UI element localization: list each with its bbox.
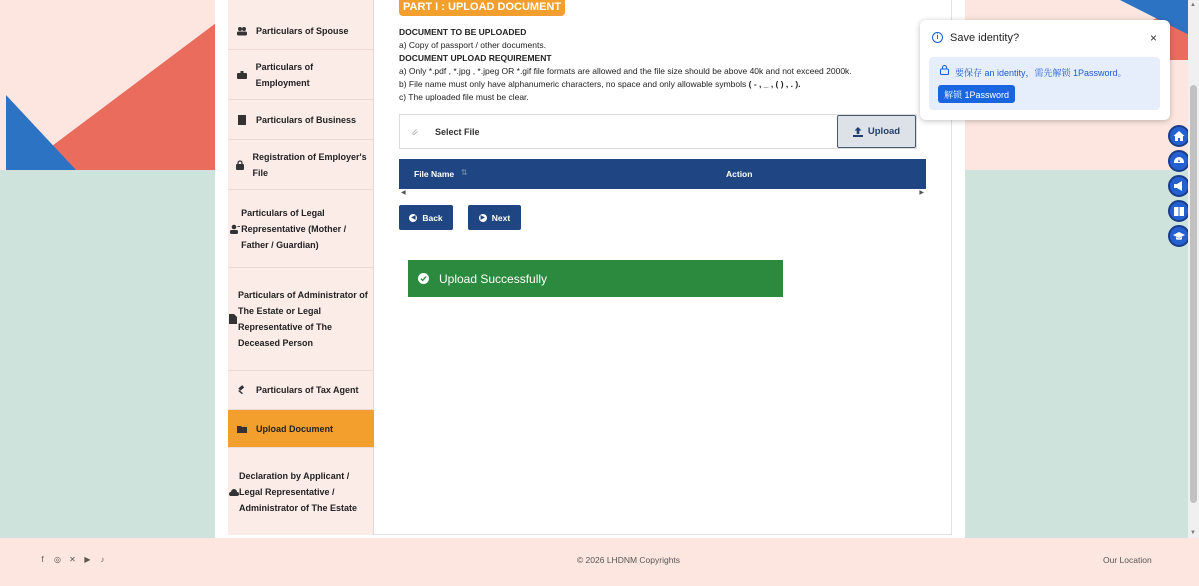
- scrollbar-thumb[interactable]: [1190, 85, 1197, 503]
- scroll-down-icon[interactable]: ▼: [1190, 530, 1196, 536]
- requirement-b: [399, 78, 801, 91]
- gavel-icon: [228, 385, 256, 395]
- upload-button-label: Upload: [867, 126, 901, 137]
- home-icon: [1173, 130, 1185, 142]
- sidebar-item-label: Particulars of Tax Agent: [256, 385, 359, 395]
- sidebar-item-spouse[interactable]: [228, 12, 374, 50]
- sidebar-item-label: Upload Document: [256, 423, 334, 434]
- sidebar-item-label: Particulars of Employment: [255, 61, 314, 88]
- sidebar-item-upload-document[interactable]: [228, 410, 374, 448]
- instagram-icon[interactable]: ◎: [54, 555, 61, 564]
- copyright: © 2026 LHDNM Copyrights: [576, 555, 681, 565]
- save-identity-popup: [920, 20, 1170, 120]
- upload-button[interactable]: [837, 115, 916, 148]
- sort-icon[interactable]: ⇅: [461, 168, 468, 177]
- scroll-right-icon[interactable]: ▶: [919, 190, 924, 196]
- scroll-up-icon[interactable]: ▲: [1190, 2, 1196, 8]
- sidebar-item-label: Particulars of Administrator of The Estate or Legal Representative of The Deceased Person: [238, 290, 368, 348]
- briefcase-icon: [228, 70, 256, 80]
- home-button[interactable]: [1168, 125, 1190, 147]
- sidebar-item-label: Registration of Employer's File: [252, 151, 367, 178]
- users-icon: [228, 26, 256, 36]
- doc-heading: DOCUMENT TO BE UPLOADED: [399, 27, 527, 37]
- file-icon: [228, 314, 238, 324]
- sidebar-item-administrator[interactable]: [228, 268, 374, 371]
- footer: [0, 538, 1199, 586]
- sidebar-item-label: Declaration by Applicant / Legal Representative / Administrator of The Estate: [239, 470, 358, 513]
- popup-title: Save identity?: [950, 32, 1020, 44]
- decor-triangle-blue: [6, 95, 76, 170]
- our-location-link[interactable]: Our Location: [1103, 555, 1152, 565]
- lock-icon: [940, 65, 949, 75]
- facebook-icon[interactable]: f: [41, 555, 44, 564]
- next-button-label: Next: [491, 212, 511, 223]
- table-horizontal-scrollbar[interactable]: [399, 189, 926, 199]
- sidebar-item-label: Particulars of Business: [256, 114, 357, 125]
- lock-icon: [228, 160, 252, 170]
- sidebar-item-legal-representative[interactable]: [228, 190, 374, 268]
- back-button[interactable]: [399, 205, 453, 230]
- tiktok-icon[interactable]: ♪: [100, 555, 105, 564]
- success-alert: [408, 260, 783, 297]
- dashboard-button[interactable]: [1168, 150, 1190, 172]
- paperclip-icon: [400, 128, 430, 136]
- sidebar-item-business[interactable]: [228, 100, 374, 140]
- sidebar-item-label: Particulars of Spouse: [256, 25, 349, 36]
- sidebar-item-employment[interactable]: [228, 50, 374, 100]
- arrow-left-icon: ◀: [411, 215, 416, 221]
- x-icon[interactable]: ✕: [69, 555, 76, 564]
- graduation-cap-icon: [1173, 230, 1185, 242]
- popup-message: 要保存 an identity，需先解锁 1Password。: [955, 68, 1127, 78]
- guide-button[interactable]: [1168, 200, 1190, 222]
- arrow-right-icon: ▶: [480, 215, 486, 221]
- upload-icon: [853, 127, 863, 137]
- success-message: Upload Successfully: [439, 271, 548, 286]
- book-icon: [1173, 205, 1185, 217]
- back-button-label: Back: [422, 212, 443, 223]
- announcement-button[interactable]: [1168, 175, 1190, 197]
- requirement-heading: DOCUMENT UPLOAD REQUIREMENT: [399, 53, 552, 63]
- youtube-icon[interactable]: ▶: [84, 555, 91, 564]
- popup-message-box: [929, 57, 1160, 110]
- cloud-upload-icon: [228, 487, 239, 497]
- info-icon: i: [932, 32, 943, 43]
- requirement-a: a) Only *.pdf , *.jpg , *.jpeg OR *.gif file formats are allowed and the file size should be above 40k and not exceed 2000k.: [399, 66, 852, 76]
- sidebar-item-employer-file[interactable]: [228, 140, 374, 190]
- sidebar-item-declaration[interactable]: [228, 448, 374, 535]
- column-action: Action: [726, 169, 753, 179]
- megaphone-icon: [1173, 180, 1185, 192]
- file-table-header: [399, 159, 926, 189]
- folder-icon: [228, 424, 256, 434]
- sidebar-item-tax-agent[interactable]: [228, 371, 374, 410]
- scroll-left-icon[interactable]: ◀: [401, 190, 406, 196]
- next-button[interactable]: [468, 205, 521, 230]
- requirement-c: c) The uploaded file must be clear.: [399, 92, 529, 102]
- building-icon: [228, 115, 256, 125]
- column-file-name[interactable]: File Name: [414, 169, 455, 179]
- unlock-1password-button[interactable]: 解锁 1Password: [938, 85, 1015, 103]
- education-button[interactable]: [1168, 225, 1190, 247]
- user-plus-icon: [228, 224, 241, 234]
- check-circle-icon: [418, 273, 429, 284]
- close-icon[interactable]: ×: [1149, 31, 1157, 45]
- select-file-label: Select File: [435, 126, 480, 137]
- requirement-b-text: b) File name must only have alphanumeric characters, no space and only allowable symbols: [399, 79, 749, 89]
- sidebar: [228, 0, 374, 535]
- sidebar-item-label: Particulars of Legal Representative (Mother / Father / Guardian): [241, 207, 347, 250]
- page-scrollbar[interactable]: [1188, 0, 1199, 538]
- doc-line-a: a) Copy of passport / other documents.: [399, 40, 546, 50]
- requirement-b-symbols: ( - , _ , ( ) , . ).: [748, 79, 801, 89]
- page-title: PART I : UPLOAD DOCUMENT: [399, 0, 565, 16]
- gauge-icon: [1173, 155, 1185, 167]
